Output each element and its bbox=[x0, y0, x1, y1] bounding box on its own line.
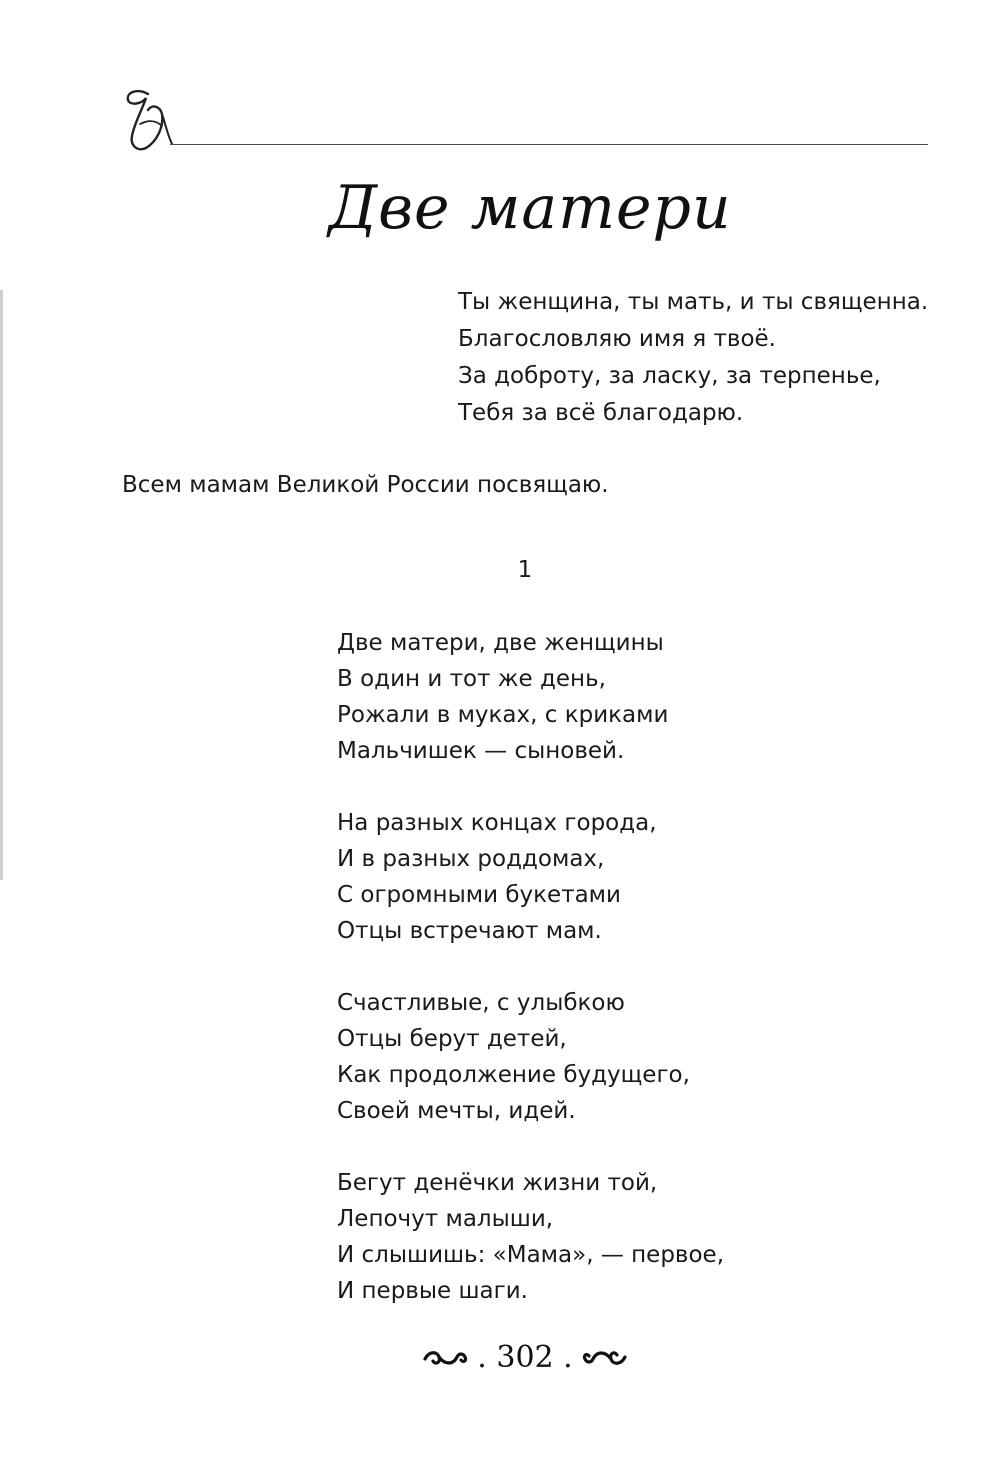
epigraph-line: Ты женщина, ты мать, и ты священна. bbox=[458, 289, 929, 315]
verse-line: В один и тот же день, bbox=[337, 666, 606, 692]
swirl-ornament-right-icon bbox=[579, 1347, 627, 1369]
verse-line: Отцы встречают мам. bbox=[337, 918, 602, 944]
dedication: Всем мамам Великой России посвящаю. bbox=[122, 472, 609, 498]
verse-line: Бегут денёчки жизни той, bbox=[337, 1170, 658, 1196]
stanza bbox=[337, 805, 724, 949]
epigraph bbox=[458, 284, 928, 432]
epigraph-line: За доброту, за ласку, за терпенье, bbox=[458, 363, 881, 389]
poem-body bbox=[337, 625, 724, 1309]
stanza bbox=[337, 985, 724, 1129]
verse-line: Своей мечты, идей. bbox=[337, 1098, 576, 1124]
script-letter-d-ornament-icon bbox=[112, 80, 182, 160]
stanza bbox=[337, 1165, 724, 1309]
poem-title: Две матери bbox=[328, 173, 732, 243]
verse-line: И первые шаги. bbox=[337, 1278, 528, 1304]
verse-line: На разных концах города, bbox=[337, 810, 657, 836]
verse-line: Рожали в муках, с криками bbox=[337, 702, 669, 728]
header-rule bbox=[170, 144, 928, 145]
swirl-ornament-left-icon bbox=[423, 1347, 471, 1369]
verse-line: И слышишь: «Мама», — первое, bbox=[337, 1242, 725, 1268]
verse-line: С огромными букетами bbox=[337, 882, 621, 908]
epigraph-line: Тебя за всё благодарю. bbox=[458, 400, 744, 426]
verse-line: Отцы берут детей, bbox=[337, 1026, 567, 1052]
verse-line: Мальчишек — сыновей. bbox=[337, 738, 625, 764]
epigraph-line: Благословляю имя я твоё. bbox=[458, 326, 776, 352]
verse-line: Лепочут малыши, bbox=[337, 1206, 554, 1232]
verse-line: Как продолжение будущего, bbox=[337, 1062, 690, 1088]
page-edge-shadow bbox=[0, 290, 3, 880]
verse-line: Две матери, две женщины bbox=[337, 630, 664, 656]
verse-line: Счастливые, с улыбкою bbox=[337, 990, 625, 1016]
stanza bbox=[337, 625, 724, 769]
section-number: 1 bbox=[517, 557, 533, 583]
verse-line: И в разных роддомах, bbox=[337, 846, 605, 872]
page-number: . 302 . bbox=[477, 1340, 573, 1375]
page-footer bbox=[0, 1336, 1000, 1380]
